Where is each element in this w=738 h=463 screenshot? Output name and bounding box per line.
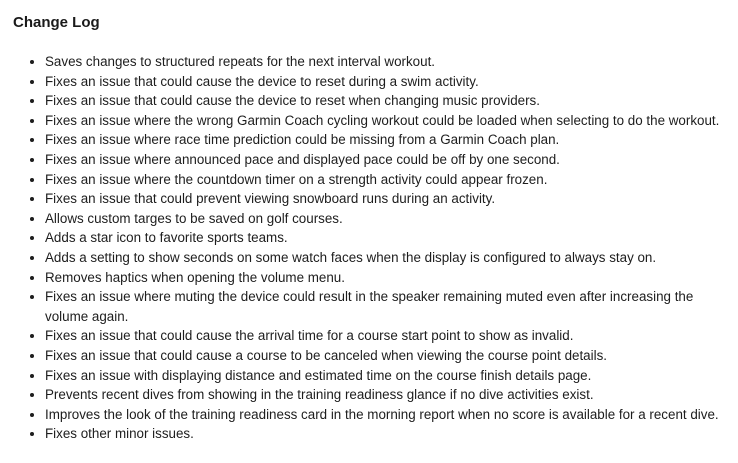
changelog-item: • Fixes an issue where announced pace and displayed pace could be off by one second.: [45, 150, 738, 170]
page-title: Change Log: [13, 14, 100, 31]
changelog-item: • Fixes an issue that could cause the device to reset during a swim activity.: [45, 72, 738, 92]
changelog-item: • Fixes an issue that could cause the arrival time for a course start point to show as invalid.: [45, 326, 738, 346]
changelog-item: • Fixes an issue where race time prediction could be missing from a Garmin Coach plan.: [45, 130, 738, 150]
changelog-page: [0, 14, 738, 444]
changelog-item: • Fixes an issue that could cause the device to reset when changing music providers.: [45, 91, 738, 111]
changelog-item: • Fixes an issue where the countdown timer on a strength activity could appear frozen.: [45, 170, 738, 190]
changelog-item: • Adds a star icon to favorite sports teams.: [45, 228, 738, 248]
changelog-item: • Fixes an issue that could cause a course to be canceled when viewing the course point details.: [45, 346, 738, 366]
changelog-item: • Fixes an issue where muting the device could result in the speaker remaining muted even after increasing the volume again.: [45, 287, 738, 326]
changelog-item: • Allows custom targes to be saved on golf courses.: [45, 209, 738, 229]
changelog-item: • Fixes an issue with displaying distance and estimated time on the course finish details page.: [45, 366, 738, 386]
changelog-item: • Prevents recent dives from showing in the training readiness glance if no dive activities exist.: [45, 385, 738, 405]
changelog-item: • Saves changes to structured repeats for the next interval workout.: [45, 52, 738, 72]
changelog-item: • Fixes an issue where the wrong Garmin Coach cycling workout could be loaded when selecting to do the workout.: [45, 111, 738, 131]
changelog-item: • Adds a setting to show seconds on some watch faces when the display is configured to always stay on.: [45, 248, 738, 268]
changelog-item: • Removes haptics when opening the volume menu.: [45, 268, 738, 288]
changelog-item: • Fixes other minor issues.: [45, 424, 738, 444]
changelog-item: • Fixes an issue that could prevent viewing snowboard runs during an activity.: [45, 189, 738, 209]
changelog-list: [0, 52, 738, 444]
changelog-item: • Improves the look of the training readiness card in the morning report when no score is available for a recent dive.: [45, 405, 738, 425]
